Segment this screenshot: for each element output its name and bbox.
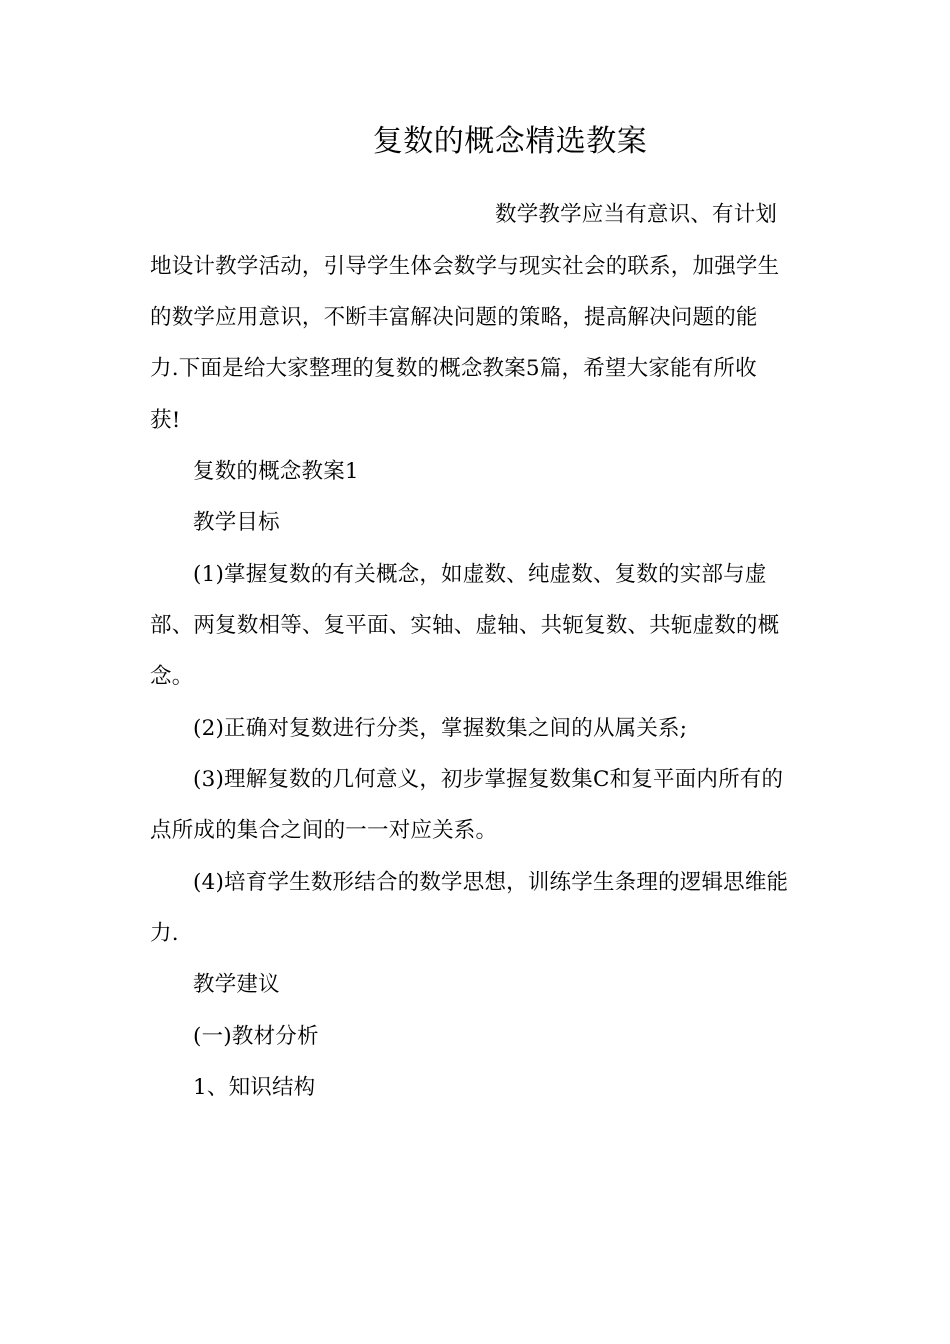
text-line: (4)培育学生数形结合的数学思想，训练学生条理的逻辑思维能 <box>193 870 789 895</box>
text-line: 地设计教学活动，引导学生体会数学与现实社会的联系，加强学生 <box>150 254 780 279</box>
section-heading: 1、知识结构 <box>193 1075 316 1100</box>
text-line: 力.下面是给大家整理的复数的概念教案5篇，希望大家能有所收 <box>150 356 757 381</box>
text-line: (1)掌握复数的有关概念，如虚数、纯虚数、复数的实部与虚 <box>193 562 767 587</box>
text-line: 数学教学应当有意识、有计划 <box>495 202 778 227</box>
text-line: 点所成的集合之间的一一对应关系。 <box>150 818 498 843</box>
section-heading: 复数的概念教案1 <box>193 459 359 484</box>
text-line: 获! <box>150 408 181 433</box>
section-heading: (一)教材分析 <box>193 1024 319 1049</box>
text-line: 念。 <box>150 664 194 689</box>
text-line: 的数学应用意识，不断丰富解决问题的策略，提高解决问题的能 <box>150 305 758 330</box>
document-title: 复数的概念精选教案 <box>372 124 648 159</box>
text-line: 力. <box>150 921 179 946</box>
text-line: (3)理解复数的几何意义，初步掌握复数集C和复平面内所有的 <box>193 767 784 792</box>
section-heading: 教学建议 <box>193 972 280 997</box>
text-line: 部、两复数相等、复平面、实轴、虚轴、共轭复数、共轭虚数的概 <box>150 613 780 638</box>
section-heading: 教学目标 <box>193 510 280 535</box>
text-line: (2)正确对复数进行分类，掌握数集之间的从属关系; <box>193 716 688 741</box>
